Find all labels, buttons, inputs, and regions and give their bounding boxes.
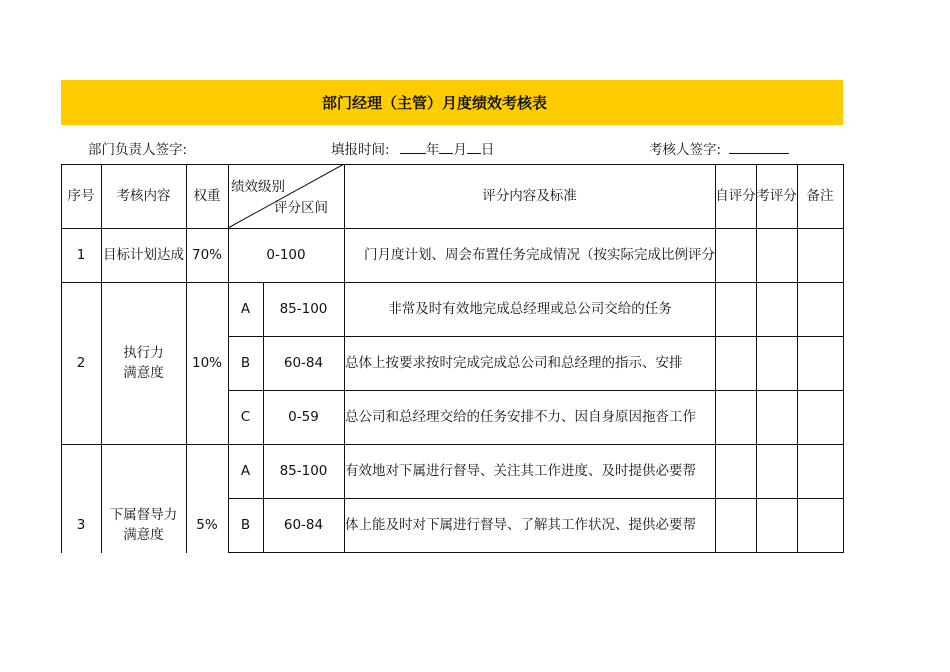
row3-b-criteria: 体上能及时对下属进行督导、了解其工作状况、提供必要帮 <box>345 517 696 533</box>
header-item: 考核内容 <box>116 188 171 204</box>
row1-weight: 70% <box>191 247 222 263</box>
row3-item-line1: 下属督导力 <box>109 507 178 523</box>
row3-weight: 5% <box>196 517 218 533</box>
row3-b-range: 60-84 <box>283 517 324 533</box>
fill-date-label: 填报时间: <box>331 142 390 158</box>
row1-seq: 1 <box>76 247 86 263</box>
row3-seq: 3 <box>76 517 86 533</box>
row1-self-score[interactable] <box>715 228 756 282</box>
row1-note[interactable] <box>797 228 843 282</box>
form-title: 部门经理（主管）月度绩效考核表 <box>321 94 547 112</box>
row2-weight: 10% <box>191 355 222 371</box>
row3-item-line2: 满意度 <box>123 527 164 543</box>
day-label: 日 <box>480 142 495 158</box>
row3-a-criteria: 有效地对下属进行督导、关注其工作进度、及时提供必要帮 <box>345 463 696 479</box>
row2-c-range: 0-59 <box>288 409 319 425</box>
row2-a-criteria: 非常及时有效地完成总经理或总公司交给的任务 <box>388 301 672 317</box>
row1-range: 0-100 <box>266 247 306 263</box>
row2-a-range: 85-100 <box>279 301 328 317</box>
row1-item: 目标计划达成 <box>103 247 184 263</box>
row3-a-range: 85-100 <box>279 463 328 479</box>
year-blank[interactable] <box>400 139 426 154</box>
title-bar <box>61 80 843 125</box>
row2-b-range: 60-84 <box>283 355 324 371</box>
row2-item-line1: 执行力 <box>123 345 164 361</box>
row2-b-criteria: 总体上按要求按时完成完成总公司和总经理的指示、安排 <box>345 355 683 371</box>
dept-head-signature <box>88 138 187 158</box>
row3-a-grade: A <box>240 463 251 479</box>
reviewer-label: 考核人签字: <box>649 142 722 158</box>
row1-criteria: 门月度计划、周会布置任务完成情况（按实际完成比例评分 <box>364 247 715 263</box>
month-blank[interactable] <box>439 139 453 154</box>
dept-head-label: 部门负责人签字: <box>88 142 188 158</box>
header-weight: 权重 <box>193 188 221 204</box>
reviewer-blank[interactable] <box>729 139 789 154</box>
row3-b-grade: B <box>240 517 251 533</box>
row2-seq: 2 <box>76 355 86 371</box>
row1-review-score[interactable] <box>756 228 797 282</box>
row2-a-grade: A <box>240 301 251 317</box>
header-review-score: 考评分 <box>756 188 797 204</box>
page-bottom-blank <box>0 553 950 672</box>
row2-b-grade: B <box>240 355 251 371</box>
header-criteria: 评分内容及标准 <box>482 188 577 204</box>
day-blank[interactable] <box>467 139 481 154</box>
header-note: 备注 <box>806 188 834 204</box>
header-seq: 序号 <box>67 188 95 204</box>
year-label: 年 <box>425 142 440 158</box>
row2-item-line2: 满意度 <box>123 365 164 381</box>
reviewer-signature <box>649 138 789 158</box>
header-self-score: 自评分 <box>715 188 756 204</box>
row2-item <box>101 282 186 444</box>
header-range: 评分区间 <box>274 200 328 216</box>
fill-date <box>331 138 494 158</box>
month-label: 月 <box>453 142 467 158</box>
row2-c-grade: C <box>240 409 251 425</box>
header-level: 绩效级别 <box>231 179 285 195</box>
row2-c-criteria: 总公司和总经理交给的任务安排不力、因自身原因拖沓工作 <box>345 409 696 425</box>
